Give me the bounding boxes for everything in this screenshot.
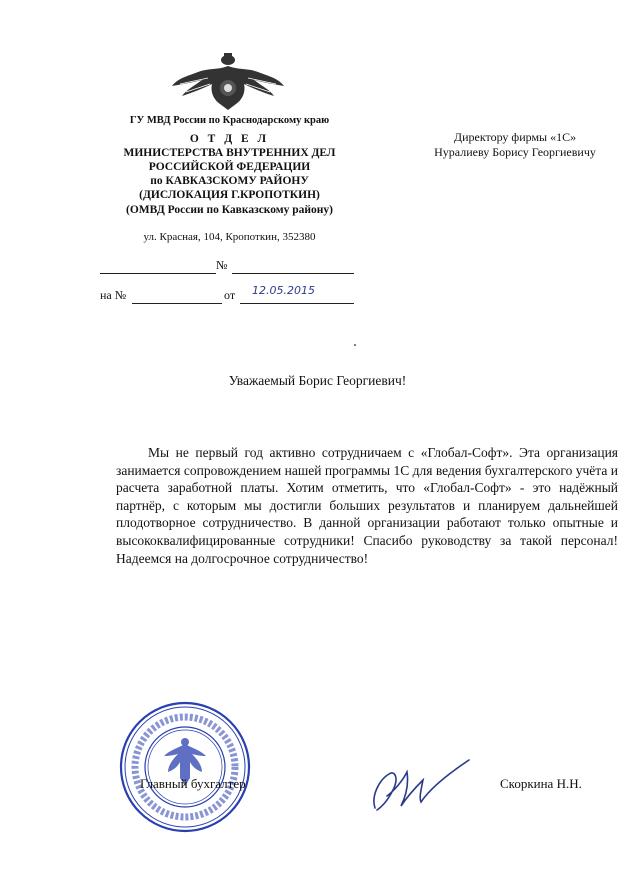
greeting: Уважаемый Борис Георгиевич!	[228, 373, 407, 388]
recipient-line2: Нуралиеву Борису Георгиевичу	[434, 145, 596, 159]
outgoing-date-line	[232, 259, 354, 274]
emblem-eagle-icon	[168, 50, 288, 116]
department-name: ГУ МВД России по Краснодарскому краю	[129, 115, 330, 126]
federation-name: РОССИЙСКОЙ ФЕДЕРАЦИИ	[148, 161, 311, 173]
signatory-title: Главный бухгалтер	[140, 776, 246, 791]
signatory-name: Скоркина Н.Н.	[500, 776, 582, 791]
dislocation-text: (ДИСЛОКАЦИЯ Г.КРОПОТКИН)	[139, 189, 320, 201]
letter-body: Мы не первый год активно сотрудничаем с «Глобал-Софт». Эта организация занимается сопровождением нашей программы 1С для ведения бухгалтерского учёта и расчета заработной платы. Хотим отметить, что «Глобал-Софт» - это надёжный партнёр, с которым мы достигли больших результатов и планируем дальнейшей плодотворное сотрудничество. В данной организации работают только опытные и высококвалифицированные сотрудники! Спасибо руководству за такой персонал! Надеемся на долгосрочное сотрудничество!	[116, 445, 618, 566]
omvd-name: (ОМВД России по Кавказскому району)	[126, 204, 333, 216]
reply-number-line	[132, 289, 222, 304]
sender-address: ул. Красная, 104, Кропоткин, 352380	[143, 231, 316, 243]
district-name: по КАВКАЗСКОМУ РАЙОНУ	[150, 175, 309, 187]
handwritten-signature-icon	[365, 750, 475, 820]
from-label: от	[224, 288, 236, 302]
official-stamp-icon	[118, 700, 252, 834]
reply-date: 12.05.2015	[252, 284, 315, 297]
ministry-name: МИНИСТЕРСТВА ВНУТРЕННИХ ДЕЛ	[123, 147, 336, 159]
recipient-line1: Директору фирмы «1С»	[453, 130, 577, 144]
otdel-heading: О Т Д Е Л	[189, 133, 270, 145]
outgoing-number-line	[100, 259, 216, 274]
number-symbol: №	[216, 258, 228, 272]
reply-prefix: на №	[100, 288, 127, 302]
speck	[354, 344, 356, 346]
